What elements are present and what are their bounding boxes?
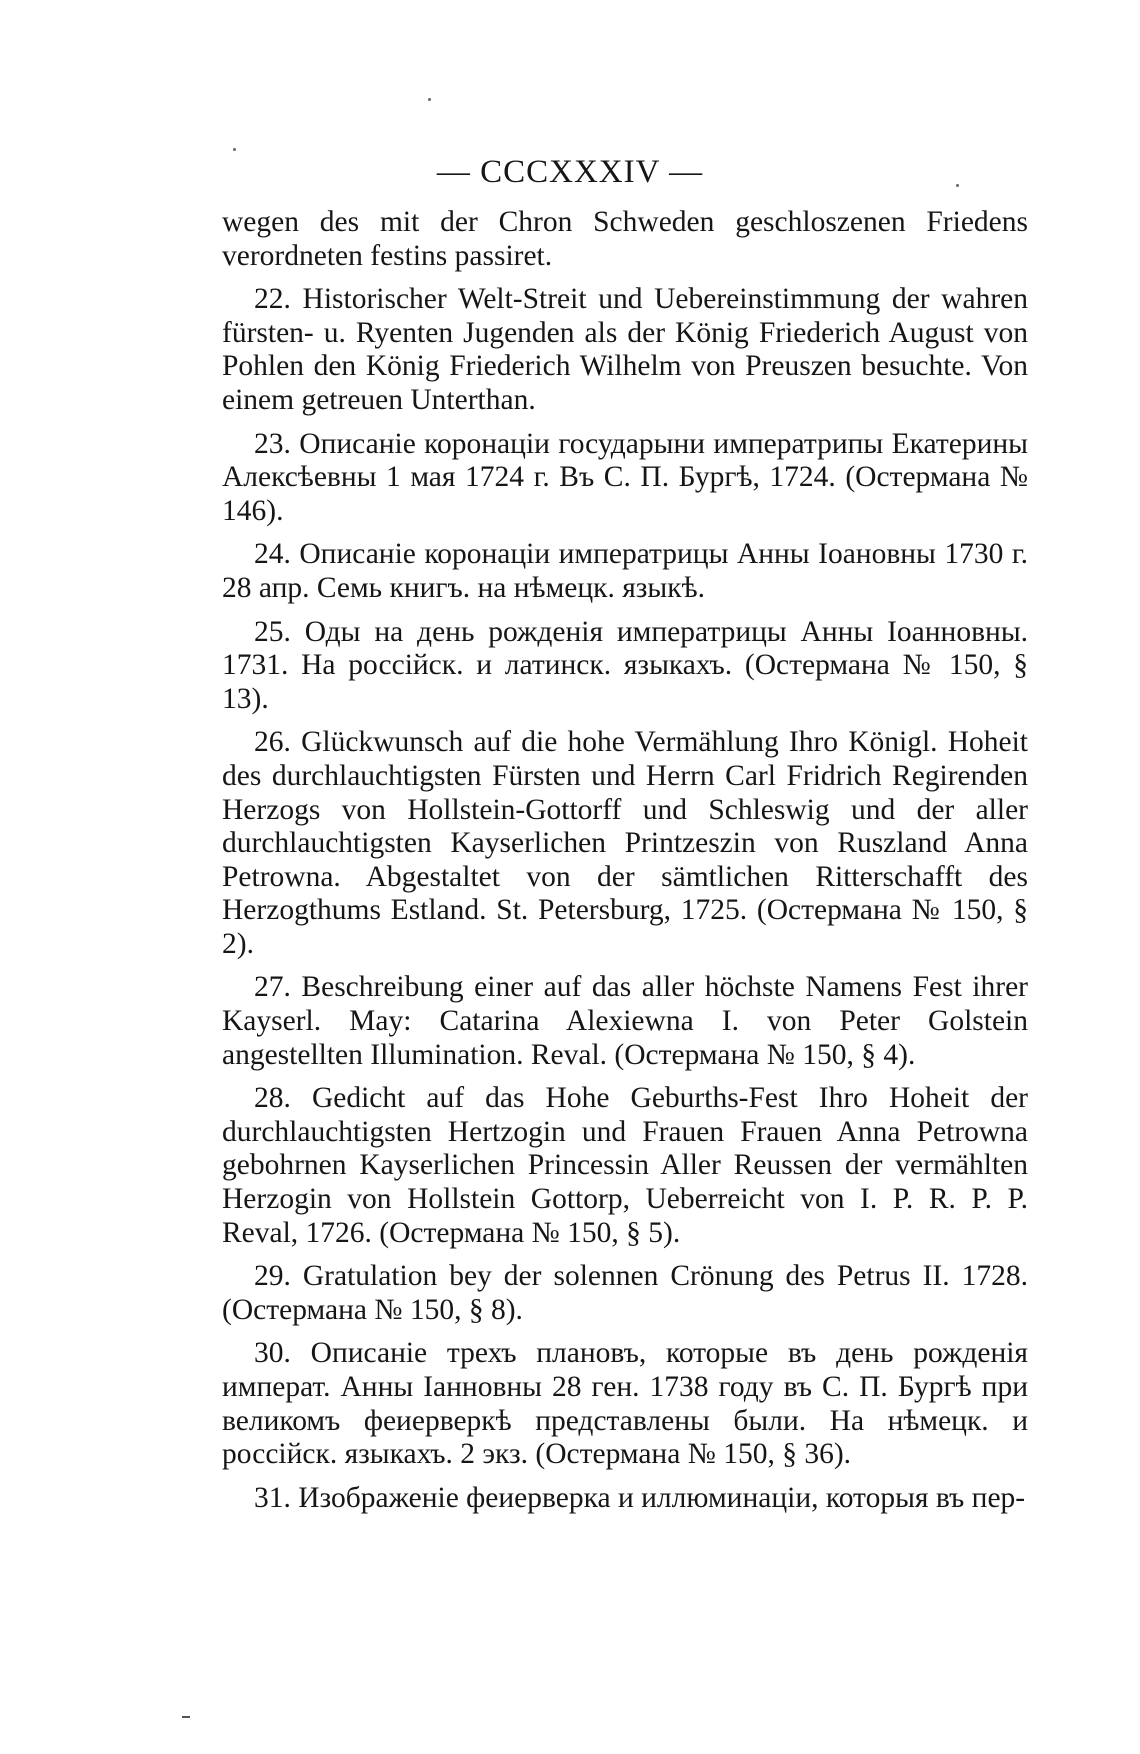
entry-continuation: [222, 206, 1028, 273]
entry-number: 24.: [254, 538, 291, 571]
entry-30: [222, 1337, 1028, 1471]
entry-text: Historischer Welt-Streit und Uebereinstimmung der wahren fürsten- u. Ryenten Jugenden als der König Friederich August von Pohlen den König Friederich Wilhelm von Preuszen besuchte. Von einem getreuen Unterthan.: [222, 283, 1028, 416]
entry-number: 26.: [254, 726, 291, 759]
entry-text: Gratulation bey der solennen Crönung des Petrus II. 1728. (Остермана № 150, § 8).: [222, 1260, 1028, 1326]
entry-number: 29.: [254, 1260, 291, 1293]
entry-text: Изображеніе феиерверка и иллюминаціи, которыя въ пер-: [298, 1481, 1026, 1514]
entry-28: [222, 1082, 1028, 1250]
page-header: — CCCXXXIV —: [436, 154, 704, 190]
entry-number: 22.: [254, 283, 291, 316]
entry-number: 27.: [254, 971, 291, 1004]
entry-text: Оды на день рожденія императрицы Анны Іоанновны. 1731. На россійск. и латинск. языкахъ. (Остермана № 150, § 13).: [222, 615, 1029, 715]
entry-22: [222, 283, 1028, 417]
entry-text: Описаніе коронаціи императрицы Анны Іоановны 1730 г. 28 апр. Семь книгъ. на нѣмецк. языкѣ.: [222, 538, 1028, 604]
entry-number: 31.: [254, 1481, 291, 1514]
entry-26: [222, 726, 1028, 961]
entry-text: Описаніе коронаціи государыни императрипы Екатерины Алексѣевны 1 мая 1724 г. Въ С. П. Бургѣ, 1724. (Остермана № 146).: [222, 427, 1029, 527]
entry-number: 25.: [254, 615, 291, 648]
entry-number: 30.: [254, 1337, 291, 1370]
entry-29: [222, 1260, 1028, 1327]
catalog-entries: [222, 206, 1028, 1515]
entry-23: [222, 428, 1028, 529]
print-speck: [428, 98, 431, 101]
entry-text: Gedicht auf das Hohe Geburths-Fest Ihro Hoheit der durchlauchtigsten Hertzogin und Frauen Frauen Anna Petrowna gebohrnen Kayserlichen Princessin Aller Reussen der vermählten Herzogin von Hollstein Gottorp, Ueberreicht von I. P. R. P. P. Reval, 1726. (Остермана № 150, § 5).: [222, 1082, 1028, 1249]
entry-text: Glückwunsch auf die hohe Vermählung Ihro Königl. Hoheit des durchlauchtigsten Fürsten und Herrn Carl Fridrich Regirenden Herzogs von Hollstein-Gottorff und Schleswig und der aller durchlauchtigsten Kayserlichen Printzeszin von Ruszland Anna Petrowna. Abgestaltet von der sämtlichen Ritterschafft des Herzogthums Estland. St. Petersburg, 1725. (Остермана № 150, § 2).: [222, 726, 1029, 960]
entry-25: [222, 616, 1028, 717]
entry-number: 23.: [254, 427, 291, 460]
entry-text: Описаніе трехъ плановъ, которые въ день рожденія императ. Анны Іанновны 28 ген. 1738 году въ С. П. Бургѣ при великомъ феиерверкѣ представлены были. На нѣмецк. и россійск. языкахъ. 2 экз. (Остермана № 150, § 36).: [222, 1337, 1028, 1471]
entry-text: wegen des mit der Chron Schweden geschloszenen Friedens verordneten festins passiret.: [222, 206, 1028, 272]
entry-number: 28.: [254, 1082, 291, 1115]
entry-27: [222, 971, 1028, 1072]
print-mark: [182, 1716, 190, 1718]
entry-text: Beschreibung einer auf das aller höchste Namens Fest ihrer Kayserl. May: Catarina Alexiewna I. von Peter Golstein angestellten Illumination. Reval. (Остермана № 150, § 4).: [222, 971, 1028, 1071]
print-speck: [233, 148, 236, 151]
entry-24: [222, 538, 1028, 605]
print-speck: [956, 184, 959, 187]
entry-31: [222, 1482, 1028, 1516]
